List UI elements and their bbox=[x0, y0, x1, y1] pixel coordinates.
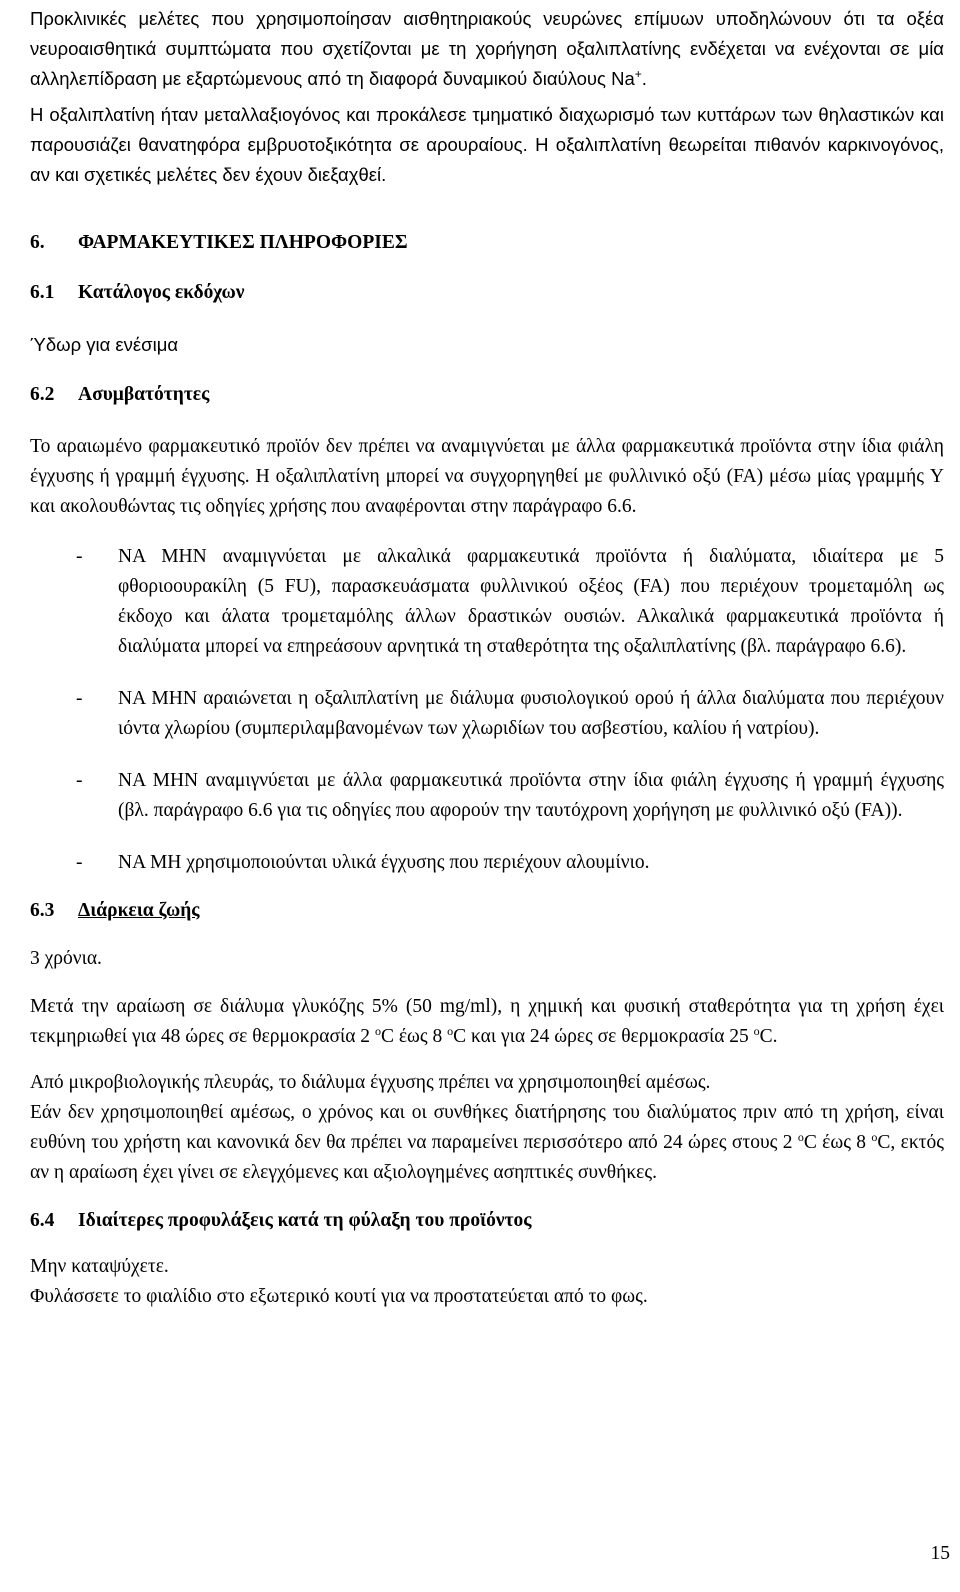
section-6-1-heading bbox=[30, 278, 944, 308]
intro-paragraph-1-text: Προκλινικές μελέτες που χρησιμοποίησαν αισθητηριακούς νευρώνες επίμυων υποδηλώνουν ότι τα οξέα νευροαισθητικά συμπτώματα που σχετίζονται με τη χορήγηση οξαλιπλατίνης ενδέχεται να ενέχονται σε μία αλληλεπίδραση με εξαρτώμενους από τη διαφορά δυναμικού διαύλους Na bbox=[30, 8, 944, 89]
list-item-text: ΝΑ ΜΗΝ αναμιγνύεται με άλλα φαρμακευτικά προϊόντα στην ίδια φιάλη έγχυσης ή γραμμή έγχυσης (βλ. παράγραφο 6.6 για τις οδηγίες που αφορούν την ταυτόχρονη χορήγηση με φυλλινικό οξύ (FA)). bbox=[118, 770, 944, 821]
intro-paragraph-2: Η οξαλιπλατίνη ήταν μεταλλαξιογόνος και προκάλεσε τμηματικό διαχωρισμό των κυττάρων των θηλαστικών και παρουσιάζει θανατηφόρα εμβρυοτοξικότητα σε αρουραίους. Η οξαλιπλατίνη θεωρείται πιθανόν καρκινογόνος, αν και σχετικές μελέτες δεν έχουν διεξαχθεί. bbox=[30, 104, 944, 185]
degree-sign: o bbox=[374, 1024, 381, 1038]
intro-paragraph-1-end: . bbox=[641, 68, 647, 89]
list-item-text: ΝΑ ΜΗ χρησιμοποιούνται υλικά έγχυσης που περιέχουν αλουμίνιο. bbox=[118, 852, 650, 873]
degree-sign: o bbox=[447, 1024, 454, 1038]
section-title: Κατάλογος εκδόχων bbox=[78, 282, 245, 303]
stability-text: Μετά την αραίωση σε διάλυμα γλυκόζης 5% (50 mg/ml), η χημική και φυσική σταθερότητα για τη χρήση έχει τεκμηριωθεί για 48 ώρες σε θερμοκρασία 2 bbox=[30, 996, 944, 1047]
intro-paragraph-1 bbox=[30, 4, 944, 94]
page-number: 15 bbox=[930, 1543, 950, 1564]
degree-sign: o bbox=[797, 1130, 804, 1144]
list-item bbox=[30, 766, 944, 826]
section-6-heading bbox=[30, 228, 944, 258]
degree-sign: o bbox=[871, 1130, 878, 1144]
storage-text: C, εκτός αν η αραίωση έχει γίνει σε ελεγχόμενες και αξιολογημένες ασηπτικές συνθήκες. bbox=[30, 1132, 944, 1183]
section-title-wrap bbox=[78, 896, 944, 926]
document-page bbox=[30, 4, 944, 1312]
stability-text: C και για 24 ώρες σε θερμοκρασία 25 bbox=[453, 1026, 754, 1047]
section-title: Ασυμβατότητες bbox=[78, 384, 210, 405]
section-6-2-heading bbox=[30, 380, 944, 410]
section-number: 6.1 bbox=[30, 282, 55, 303]
list-item bbox=[30, 684, 944, 744]
storage-text: Εάν δεν χρησιμοποιηθεί αμέσως, ο χρόνος και οι συνθήκες διατήρησης του διαλύματος πριν από τη χρήση, είναι ευθύνη του χρήστη και κανονικά δεν θα πρέπει να παραμείνει περισσότερο από 24 ώρες στους 2 bbox=[30, 1102, 944, 1153]
section-title: ΦΑΡΜΑΚΕΥΤΙΚΕΣ ΠΛΗΡΟΦΟΡΙΕΣ bbox=[78, 232, 408, 253]
storage-text: C έως 8 bbox=[803, 1132, 872, 1153]
stability-text: C έως 8 bbox=[380, 1026, 448, 1047]
section-6-3-heading bbox=[30, 896, 944, 926]
section-number: 6.2 bbox=[30, 384, 55, 405]
shelf-life-text: 3 χρόνια. bbox=[30, 948, 102, 969]
dash-bullet: - bbox=[76, 688, 83, 709]
section-number: 6.3 bbox=[30, 900, 55, 921]
list-item bbox=[30, 848, 944, 878]
incompatibilities-list bbox=[30, 542, 944, 878]
stability-text: C. bbox=[759, 1026, 778, 1047]
microbiological-text: Από μικροβιολογικής πλευράς, το διάλυμα έγχυσης πρέπει να χρησιμοποιηθεί αμέσως. bbox=[30, 1072, 711, 1093]
section-number: 6. bbox=[30, 232, 45, 253]
list-item-text: ΝΑ ΜΗΝ αναμιγνύεται με αλκαλικά φαρμακευτικά προϊόντα ή διαλύματα, ιδιαίτερα με 5 φθοριοουρακίλη (5 FU), παρασκευάσματα φυλλινικού οξέος (FA) που περιέχουν τρομεταμόλη ως έκδοχο και άλατα τρομεταμόλης άλλων δραστικών ουσιών. Αλκαλικά φαρμακευτικά προϊόντα ή διαλύματα μπορεί να επηρεάσουν αρνητικά τη σταθερότητα της οξαλιπλατίνης (βλ. παράγραφο 6.6). bbox=[118, 546, 944, 657]
incompatibilities-paragraph: Το αραιωμένο φαρμακευτικό προϊόν δεν πρέπει να αναμιγνύεται με άλλα φαρμακευτικά προϊόντα στην ίδια φιάλη έγχυσης ή γραμμή έγχυσης. Η οξαλιπλατίνη μπορεί να συγχορηγηθεί με φυλλινικό οξύ (FA) μέσω μίας γραμμής Y και ακολουθώντας τις οδηγίες χρήσης που αναφέρονται στην παράγραφο 6.6. bbox=[30, 436, 944, 517]
storage-after-dilution-paragraph bbox=[30, 1098, 944, 1188]
sodium-superscript: + bbox=[634, 67, 642, 81]
stability-paragraph bbox=[30, 992, 944, 1052]
storage-precaution-1: Μην καταψύχετε. bbox=[30, 1256, 169, 1277]
section-number: 6.4 bbox=[30, 1210, 55, 1231]
degree-sign: o bbox=[753, 1024, 760, 1038]
section-title: Ιδιαίτερες προφυλάξεις κατά τη φύλαξη του προϊόντος bbox=[78, 1210, 532, 1231]
list-item bbox=[30, 542, 944, 662]
list-item-text: ΝΑ ΜΗΝ αραιώνεται η οξαλιπλατίνη με διάλυμα φυσιολογικού ορού ή άλλα διαλύματα που περιέχουν ιόντα χλωρίου (συμπεριλαμβανομένων των χλωριδίων του ασβεστίου, καλίου ή νατρίου). bbox=[118, 688, 944, 739]
dash-bullet: - bbox=[76, 852, 83, 873]
excipients-text: Ύδωρ για ενέσιμα bbox=[30, 334, 179, 355]
dash-bullet: - bbox=[76, 546, 83, 567]
section-title: Διάρκεια ζωής bbox=[78, 900, 200, 921]
storage-precaution-2: Φυλάσσετε το φιαλίδιο στο εξωτερικό κουτί για να προστατεύεται από το φως. bbox=[30, 1286, 648, 1307]
section-6-4-heading bbox=[30, 1206, 944, 1236]
dash-bullet: - bbox=[76, 770, 83, 791]
